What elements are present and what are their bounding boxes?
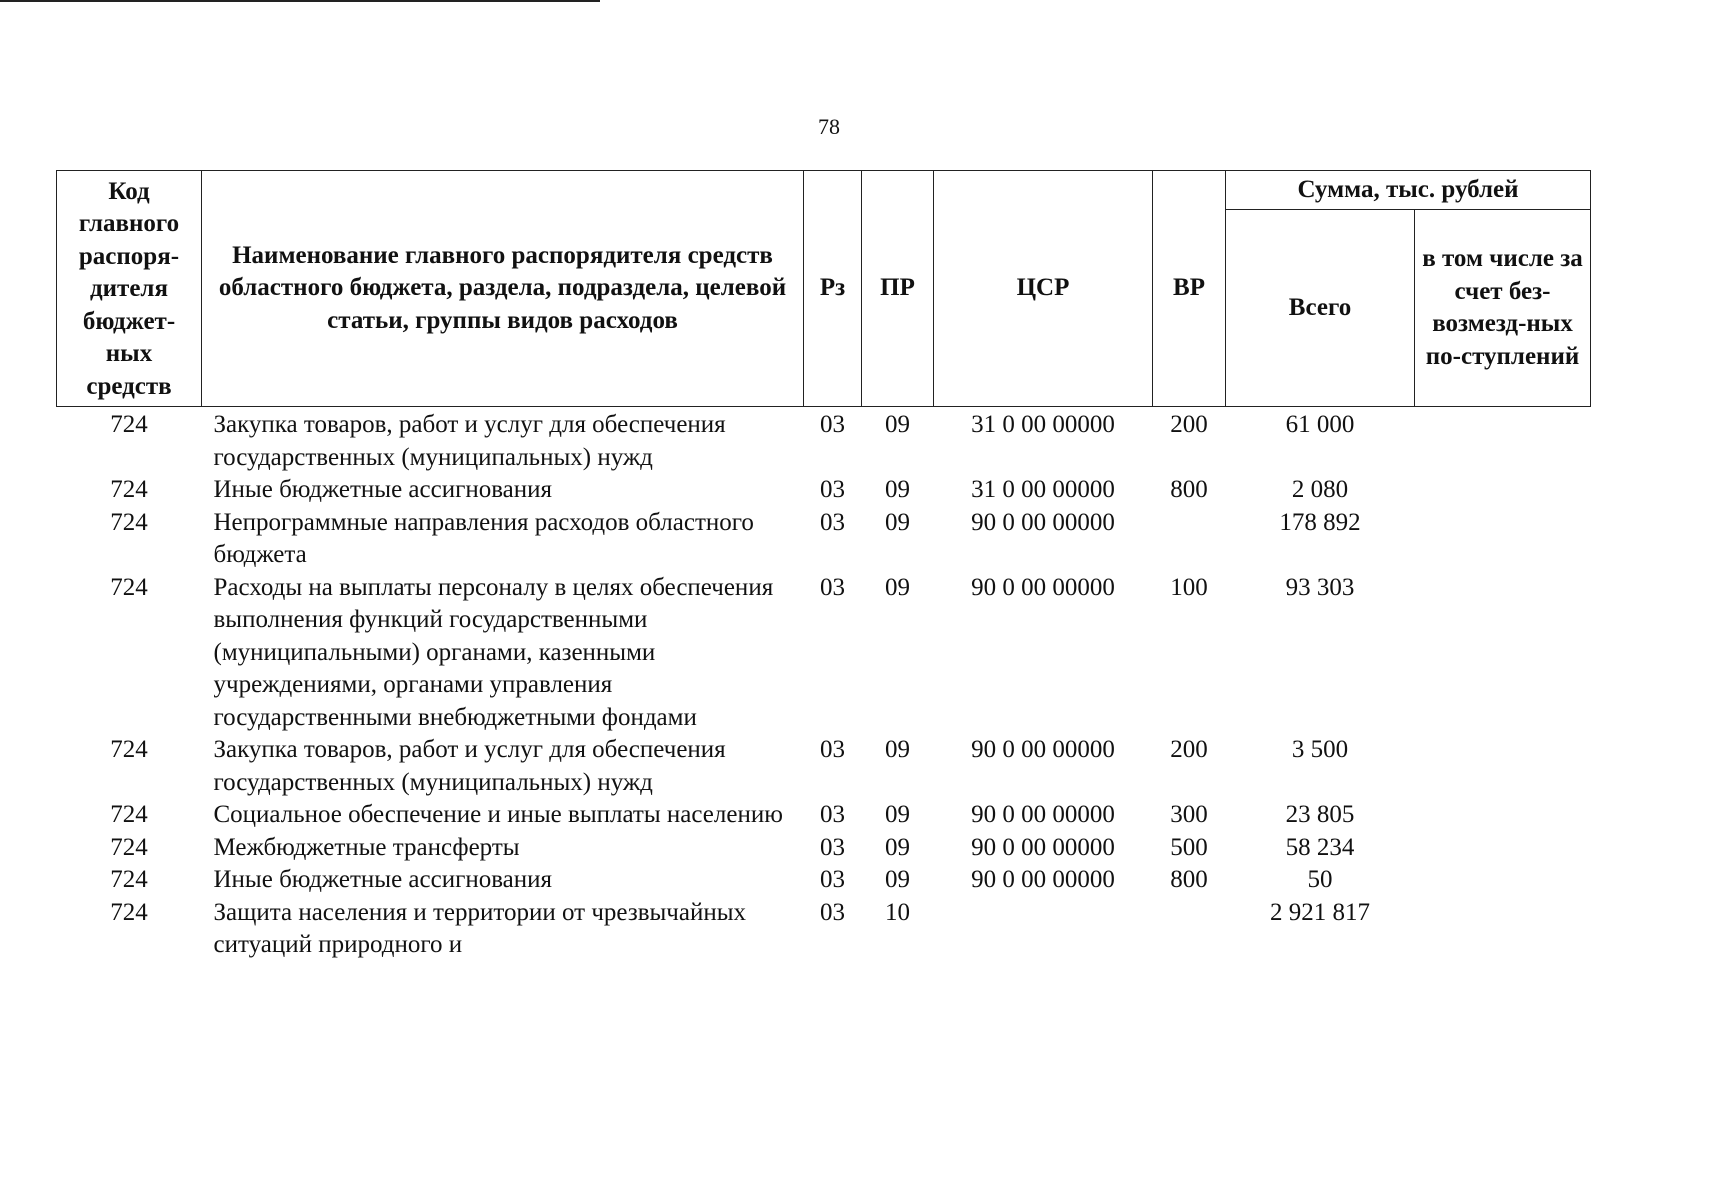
cell-name: Иные бюджетные ассигнования bbox=[213, 866, 553, 893]
cell-free bbox=[1415, 734, 1591, 799]
cell-total: 178 892 bbox=[1279, 508, 1361, 536]
cell-free bbox=[1415, 832, 1591, 865]
table-row bbox=[57, 864, 1591, 897]
cell-free bbox=[1415, 864, 1591, 897]
cell-total: 93 303 bbox=[1285, 573, 1355, 601]
cell-vr: 800 bbox=[1170, 476, 1208, 503]
cell-vr: 200 bbox=[1170, 411, 1208, 438]
cell-pr: 09 bbox=[885, 866, 910, 893]
cell-pr: 09 bbox=[885, 801, 910, 828]
header-sum: Сумма, тыс. рублей bbox=[1226, 171, 1591, 210]
cell-rz: 03 bbox=[820, 898, 845, 926]
cell-csr: 90 0 00 00000 bbox=[971, 833, 1115, 861]
cell-csr: 90 0 00 00000 bbox=[971, 801, 1115, 828]
cell-pr: 09 bbox=[885, 508, 910, 536]
cell-code: 724 bbox=[110, 866, 148, 893]
cell-free bbox=[1415, 407, 1591, 475]
cell-code: 724 bbox=[110, 573, 148, 601]
cell-name: Непрограммные направления расходов областного бюджета bbox=[213, 508, 754, 568]
cell-total: 23 805 bbox=[1285, 801, 1355, 828]
cell-pr: 10 bbox=[885, 898, 910, 926]
cell-vr: 800 bbox=[1170, 866, 1208, 893]
header-rz: Рз bbox=[804, 171, 862, 407]
cell-total: 61 000 bbox=[1285, 411, 1355, 438]
cell-csr: 90 0 00 00000 bbox=[971, 573, 1115, 601]
table-row bbox=[57, 897, 1591, 962]
header-code: Код главного распоря-дителя бюджет-ных средств bbox=[57, 171, 202, 407]
cell-csr: 90 0 00 00000 bbox=[971, 736, 1115, 763]
cell-name: Социальное обеспечение и иные выплаты населению bbox=[213, 801, 783, 828]
table-row bbox=[57, 734, 1591, 799]
cell-code: 724 bbox=[110, 736, 148, 763]
cell-rz: 03 bbox=[820, 736, 845, 763]
cell-rz: 03 bbox=[820, 866, 845, 893]
scan-edge-line bbox=[0, 0, 600, 2]
cell-csr: 90 0 00 00000 bbox=[971, 866, 1115, 893]
cell-rz: 03 bbox=[820, 833, 845, 861]
cell-name: Межбюджетные трансферты bbox=[213, 833, 520, 861]
table-row bbox=[57, 507, 1591, 572]
cell-csr: 31 0 00 00000 bbox=[971, 476, 1115, 503]
budget-table bbox=[56, 170, 1591, 962]
cell-rz: 03 bbox=[820, 573, 845, 601]
cell-vr: 100 bbox=[1170, 573, 1208, 601]
header-vr: ВР bbox=[1153, 171, 1226, 407]
header-csr: ЦСР bbox=[934, 171, 1153, 407]
cell-total: 3 500 bbox=[1291, 736, 1349, 763]
cell-pr: 09 bbox=[885, 833, 910, 861]
table-row bbox=[57, 474, 1591, 507]
page-number: 78 bbox=[818, 114, 840, 139]
table-body bbox=[57, 407, 1591, 962]
cell-code: 724 bbox=[110, 508, 148, 536]
cell-code: 724 bbox=[110, 801, 148, 828]
header-name: Наименование главного распорядителя средств областного бюджета, раздела, подраздела, целевой статьи, группы видов расходов bbox=[202, 171, 804, 407]
header-total: Всего bbox=[1226, 210, 1415, 407]
cell-total: 2 080 bbox=[1291, 476, 1349, 503]
table-row bbox=[57, 799, 1591, 832]
cell-name: Закупка товаров, работ и услуг для обеспечения государственных (муниципальных) нужд bbox=[213, 736, 726, 796]
cell-total: 50 bbox=[1307, 866, 1333, 893]
cell-free bbox=[1415, 507, 1591, 572]
table-row bbox=[57, 572, 1591, 735]
cell-code: 724 bbox=[110, 833, 148, 861]
cell-pr: 09 bbox=[885, 736, 910, 763]
cell-pr: 09 bbox=[885, 573, 910, 601]
header-pr: ПР bbox=[862, 171, 934, 407]
cell-free bbox=[1415, 572, 1591, 735]
cell-code: 724 bbox=[110, 476, 148, 503]
cell-csr bbox=[934, 897, 1153, 962]
cell-vr bbox=[1153, 507, 1226, 572]
table-row bbox=[57, 407, 1591, 475]
cell-name: Расходы на выплаты персоналу в целях обеспечения выполнения функций государственными (муниципальными) органами, казенными учреждениями, органами управления государственными внебюджетными фондами bbox=[213, 573, 774, 731]
cell-vr bbox=[1153, 897, 1226, 962]
cell-rz: 03 bbox=[820, 411, 845, 438]
cell-csr: 90 0 00 00000 bbox=[971, 508, 1115, 536]
cell-vr: 500 bbox=[1170, 833, 1208, 861]
cell-pr: 09 bbox=[885, 411, 910, 438]
cell-total: 2 921 817 bbox=[1270, 898, 1370, 926]
cell-name: Закупка товаров, работ и услуг для обеспечения государственных (муниципальных) нужд bbox=[213, 411, 726, 471]
cell-csr: 31 0 00 00000 bbox=[971, 411, 1115, 438]
table-header bbox=[57, 171, 1591, 407]
cell-free bbox=[1415, 897, 1591, 962]
cell-code: 724 bbox=[110, 411, 148, 438]
cell-rz: 03 bbox=[820, 508, 845, 536]
cell-name: Иные бюджетные ассигнования bbox=[213, 476, 553, 503]
cell-rz: 03 bbox=[820, 801, 845, 828]
cell-total: 58 234 bbox=[1285, 833, 1355, 861]
cell-pr: 09 bbox=[885, 476, 910, 503]
table-row bbox=[57, 832, 1591, 865]
header-free: в том числе за счет без-возмезд-ных по-ступлений bbox=[1415, 210, 1591, 407]
cell-vr: 200 bbox=[1170, 736, 1208, 763]
cell-free bbox=[1415, 474, 1591, 507]
cell-rz: 03 bbox=[820, 476, 845, 503]
cell-vr: 300 bbox=[1170, 801, 1208, 828]
cell-code: 724 bbox=[110, 898, 148, 926]
cell-free bbox=[1415, 799, 1591, 832]
cell-name: Защита населения и территории от чрезвычайных ситуаций природного и bbox=[213, 898, 747, 958]
